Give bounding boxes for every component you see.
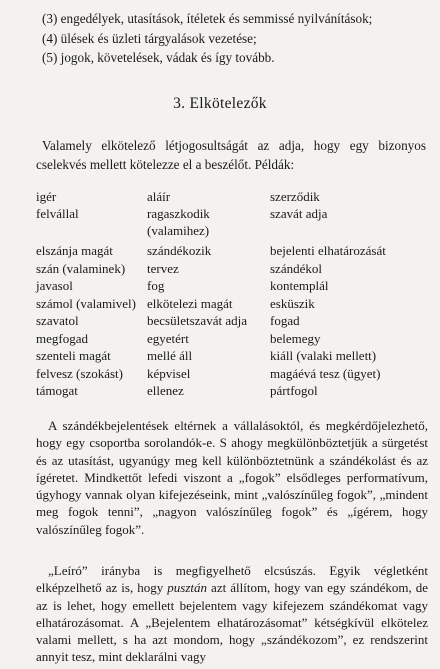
table-cell: javasol xyxy=(36,278,73,293)
paragraph-text: azt állítom, hogy van egy szándékom, de az is lehet, hogy emellett bejelentem vagy kifejezem szándékomat vagy elhatározásomat. A „Bejelentem elhatározásomat” kétségkívül elkötelez valami mellett, s ha azt mondom, hogy „szándékozom”, ez rendszerint annyit tesz, mint deklarálni vagy xyxy=(36,580,428,665)
table-row xyxy=(36,330,436,347)
table-cell: képvisel xyxy=(147,365,191,381)
table-cell: egyetért xyxy=(147,330,189,346)
table-cell: magáévá tesz (ügyet) xyxy=(270,365,381,381)
body-paragraph xyxy=(36,562,428,666)
table-cell: szavatol xyxy=(36,313,79,328)
table-cell: ellenez xyxy=(147,383,184,398)
table-cell: fogad xyxy=(270,313,300,328)
table-row xyxy=(36,382,436,399)
table-row xyxy=(36,295,436,312)
list-item: (3) engedélyek, utasítások, ítéletek és semmissé nyilvánítások; xyxy=(42,11,373,26)
table-row xyxy=(36,347,436,364)
table-cell: igér xyxy=(36,189,57,204)
table-cell: szándékozik xyxy=(147,243,212,258)
table-cell: elkötelezi magát xyxy=(147,295,233,311)
list-item: (5) jogok, követelések, vádak és így tovább. xyxy=(42,50,275,65)
table-row xyxy=(36,260,436,277)
table-cell: támogat xyxy=(36,383,78,398)
section-heading: 3. Elkötelezők xyxy=(173,95,267,112)
table-row xyxy=(36,222,436,239)
table-cell: aláír xyxy=(147,189,171,204)
table-cell: szerződik xyxy=(270,189,320,204)
table-cell: felvesz (szokást) xyxy=(36,365,123,381)
table-cell: kontemplál xyxy=(270,278,329,293)
table-cell: kiáll (valaki mellett) xyxy=(270,348,377,363)
table-cell: ragaszkodik xyxy=(147,206,210,221)
table-cell: belemegy xyxy=(270,330,321,346)
emphasized-word: pusztán xyxy=(167,580,208,596)
table-row xyxy=(36,205,436,222)
table-cell: számol (valamivel) xyxy=(36,295,136,311)
table-cell: szavát adja xyxy=(270,206,328,221)
table-cell: szándékol xyxy=(270,260,322,276)
table-cell: szenteli magát xyxy=(36,348,111,363)
table-cell: bejelenti elhatározását xyxy=(270,243,386,258)
body-paragraph: A szándékbejelentések eltérnek a vállalásoktól, és megkérdőjelezhető, hogy egy csoportba sorolandók-e. S ahogy megkülönböztetjük a sürgetést és az utasítást, ugyanúgy meg kell különböztetnünk a szándékolást és az ígéretet. Mindkettőt lefedi viszont a „fogok” elsődleges performatívum, úgyhogy vannak olyan kifejezéseink, mint „valószínűleg fogok”, „mindent meg fogok tenni”, „nagyon valószínűleg fogok” és „ígérem, hogy valószínűleg fogok”. xyxy=(36,418,428,537)
table-row xyxy=(36,312,436,329)
table-cell: szán (valaminek) xyxy=(36,260,126,276)
table-row xyxy=(36,188,436,205)
table-cell: felvállal xyxy=(36,206,79,221)
table-cell: esküszik xyxy=(270,295,315,311)
paragraph-text: „Leíró” irányba is megfigyelhető elcsúszás. Egyik végletként elképzelhető az is, hogy xyxy=(36,563,428,596)
intro-paragraph: Valamely elkötelező létjogosultságát az adja, hogy egy bizonyos cselekvés mellett kötelezze el a beszélőt. Példák: xyxy=(36,138,426,172)
table-cell: becsületszavát adja xyxy=(147,313,247,328)
table-cell: pártfogol xyxy=(270,383,318,398)
table-row xyxy=(36,365,436,382)
table-cell: mellé áll xyxy=(147,348,193,363)
table-row xyxy=(36,277,436,294)
table-cell: megfogad xyxy=(36,330,88,346)
table-cell: (valamihez) xyxy=(147,223,210,238)
table-cell: elszánja magát xyxy=(36,243,113,258)
table-cell: tervez xyxy=(147,260,179,276)
table-row xyxy=(36,242,436,259)
list-item: (4) ülések és üzleti tárgyalások vezetése; xyxy=(42,31,257,46)
table-cell: fog xyxy=(147,278,165,293)
